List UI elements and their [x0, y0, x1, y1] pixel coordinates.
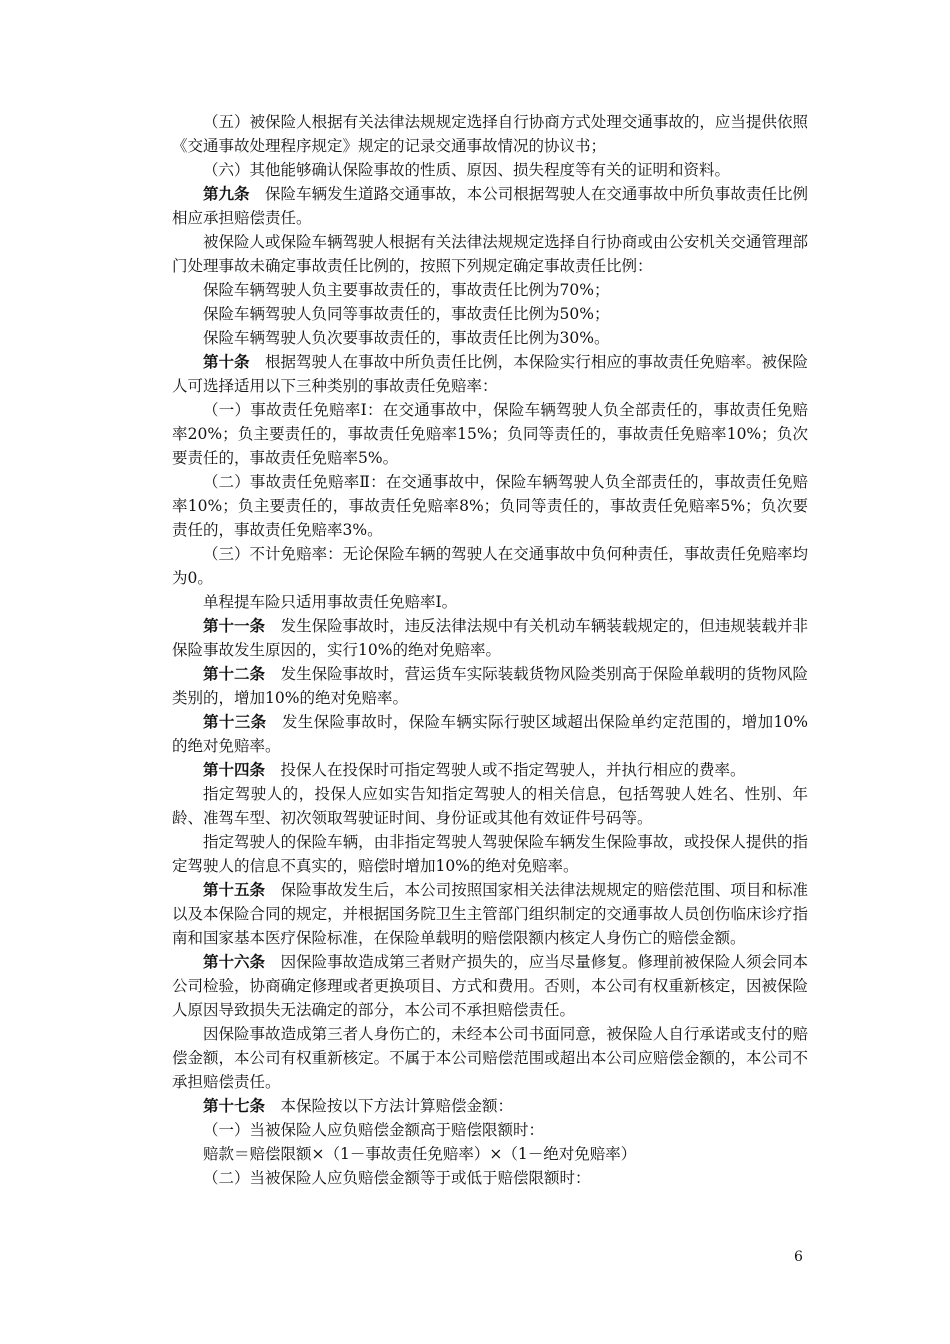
paragraph — [172, 662, 808, 710]
article-heading: 第十六条 — [203, 952, 266, 971]
paragraph-text: （一）当被保险人应负赔偿金额高于赔偿限额时： — [203, 1121, 545, 1139]
article-heading: 第十四条 — [203, 760, 266, 779]
paragraph — [172, 1118, 808, 1142]
paragraph — [172, 182, 808, 230]
paragraph — [172, 302, 808, 326]
paragraph — [172, 470, 808, 542]
paragraph-text: 单程提车险只适用事故责任免赔率Ⅰ。 — [203, 593, 458, 611]
article-heading: 第十七条 — [203, 1096, 266, 1115]
paragraph-text: （六）其他能够确认保险事故的性质、原因、损失程度等有关的证明和资料。 — [203, 161, 731, 179]
paragraph — [172, 830, 808, 878]
paragraph-text: 保险车辆发生道路交通事故，本公司根据驾驶人在交通事故中所负事故责任比例相应承担赔偿责任。 — [172, 185, 808, 227]
paragraph — [172, 326, 808, 350]
paragraph-text: 发生保险事故时，保险车辆实际行驶区域超出保险单约定范围的，增加10%的绝对免赔率。 — [172, 713, 808, 755]
paragraph-text: 保险事故发生后，本公司按照国家相关法律法规规定的赔偿范围、项目和标准以及本保险合同的规定，并根据国务院卫生主管部门组织制定的交通事故人员创伤临床诊疗指南和国家基本医疗保险标准，在保险单载明的赔偿限额内核定人身伤亡的赔偿金额。 — [172, 881, 808, 947]
paragraph-text: （三）不计免赔率：无论保险车辆的驾驶人在交通事故中负何种责任，事故责任免赔率均为0。 — [172, 545, 808, 587]
paragraph — [172, 542, 808, 590]
paragraph — [172, 1094, 808, 1118]
paragraph-text: （一）事故责任免赔率Ⅰ：在交通事故中，保险车辆驾驶人负全部责任的，事故责任免赔率20%；负主要责任的，事故责任免赔率15%；负同等责任的，事故责任免赔率10%；负次要责任的，事故责任免赔率5%。 — [172, 401, 808, 467]
paragraph — [172, 590, 808, 614]
paragraph — [172, 782, 808, 830]
article-heading: 第九条 — [203, 184, 250, 203]
paragraph-text: 因保险事故造成第三者人身伤亡的，未经本公司书面同意，被保险人自行承诺或支付的赔偿金额，本公司有权重新核定。不属于本公司赔偿范围或超出本公司应赔偿金额的，本公司不承担赔偿责任。 — [172, 1025, 808, 1091]
paragraph-text: （五）被保险人根据有关法律法规规定选择自行协商方式处理交通事故的，应当提供依照《交通事故处理程序规定》规定的记录交通事故情况的协议书； — [172, 113, 808, 155]
paragraph — [172, 950, 808, 1022]
paragraph-text: 赔款＝赔偿限额×（1－事故责任免赔率）×（1－绝对免赔率） — [203, 1145, 637, 1163]
paragraph — [172, 110, 808, 158]
paragraph — [172, 614, 808, 662]
paragraph-text: 保险车辆驾驶人负主要事故责任的，事故责任比例为70%； — [203, 281, 610, 299]
paragraph-text: （二）当被保险人应负赔偿金额等于或低于赔偿限额时： — [203, 1169, 591, 1187]
paragraph — [172, 278, 808, 302]
paragraph — [172, 398, 808, 470]
paragraph-text: 指定驾驶人的保险车辆，由非指定驾驶人驾驶保险车辆发生保险事故，或投保人提供的指定驾驶人的信息不真实的，赔偿时增加10%的绝对免赔率。 — [172, 833, 808, 875]
paragraph — [172, 758, 808, 782]
article-heading: 第十三条 — [203, 712, 267, 731]
paragraph — [172, 710, 808, 758]
paragraph-text: 指定驾驶人的，投保人应如实告知指定驾驶人的相关信息，包括驾驶人姓名、性别、年龄、准驾车型、初次领取驾驶证时间、身份证或其他有效证件号码等。 — [172, 785, 808, 827]
paragraph — [172, 1166, 808, 1190]
article-heading: 第十一条 — [203, 616, 266, 635]
paragraph — [172, 350, 808, 398]
paragraph-text: 根据驾驶人在事故中所负责任比例，本保险实行相应的事故责任免赔率。被保险人可选择适用以下三种类别的事故责任免赔率： — [172, 353, 808, 395]
article-heading: 第十条 — [203, 352, 250, 371]
paragraph — [172, 158, 808, 182]
paragraph-text: 发生保险事故时，违反法律法规中有关机动车辆装载规定的，但违规装载并非保险事故发生原因的，实行10%的绝对免赔率。 — [172, 617, 808, 659]
paragraph — [172, 230, 808, 278]
paragraph — [172, 878, 808, 950]
paragraph-text: 因保险事故造成第三者财产损失的，应当尽量修复。修理前被保险人须会同本公司检验，协商确定修理或者更换项目、方式和费用。否则，本公司有权重新核定，因被保险人原因导致损失无法确定的部分，本公司不承担赔偿责任。 — [172, 953, 808, 1019]
paragraph-text: 被保险人或保险车辆驾驶人根据有关法律法规规定选择自行协商或由公安机关交通管理部门处理事故未确定事故责任比例的，按照下列规定确定事故责任比例： — [172, 233, 808, 275]
paragraph-text: 投保人在投保时可指定驾驶人或不指定驾驶人，并执行相应的费率。 — [280, 761, 746, 779]
paragraph-text: 保险车辆驾驶人负同等事故责任的，事故责任比例为50%； — [203, 305, 610, 323]
paragraph — [172, 1022, 808, 1094]
article-heading: 第十五条 — [203, 880, 266, 899]
article-heading: 第十二条 — [203, 664, 266, 683]
page-number: 6 — [794, 1249, 803, 1265]
paragraph — [172, 1142, 808, 1166]
paragraph-text: 发生保险事故时，营运货车实际装载货物风险类别高于保险单载明的货物风险类别的，增加10%的绝对免赔率。 — [172, 665, 808, 707]
paragraph-text: （二）事故责任免赔率Ⅱ：在交通事故中，保险车辆驾驶人负全部责任的，事故责任免赔率10%；负主要责任的，事故责任免赔率8%；负同等责任的，事故责任免赔率5%；负次要责任的，事故责任免赔率3%。 — [172, 473, 808, 539]
document-body — [172, 110, 808, 1190]
paragraph-text: 保险车辆驾驶人负次要事故责任的，事故责任比例为30%。 — [203, 329, 610, 347]
paragraph-text: 本保险按以下方法计算赔偿金额： — [280, 1097, 514, 1115]
